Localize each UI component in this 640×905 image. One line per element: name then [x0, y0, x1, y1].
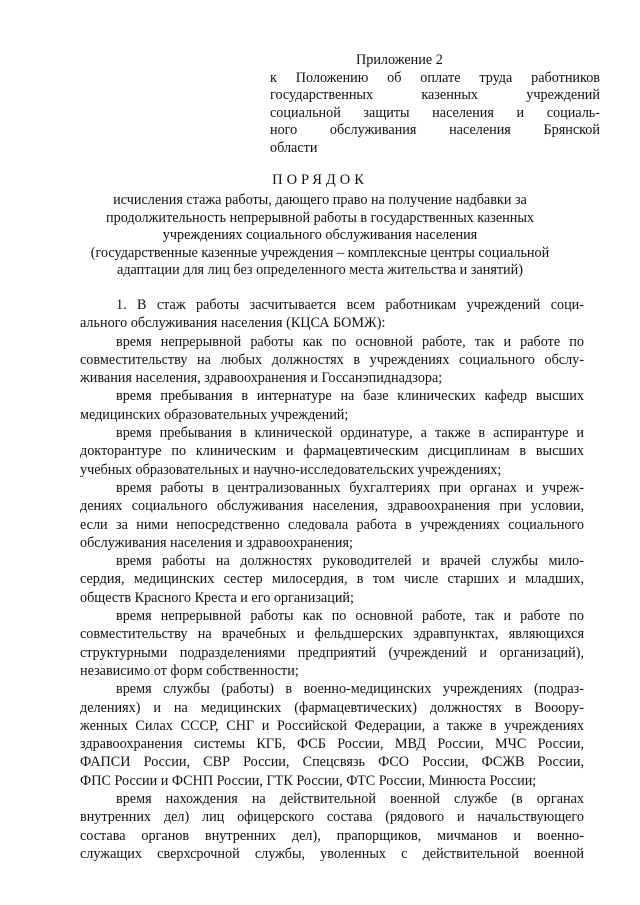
paragraph-line: обществ Красного Креста и его организаций;	[80, 589, 354, 606]
body-paragraph	[80, 607, 584, 680]
body-paragraph	[80, 424, 584, 479]
appendix-line: государственных казенных учреждений	[270, 87, 600, 104]
document-title: ПОРЯДОК	[272, 172, 368, 188]
body-paragraph	[80, 552, 584, 607]
appendix-heading: Приложение 2	[356, 52, 443, 68]
paragraph-line: если за ними непосредственно следовала работа в учреждениях социального	[80, 516, 584, 533]
subtitle-line: адаптации для лиц без определенного места жительства и занятий)	[117, 262, 523, 279]
subtitle-line: исчисления стажа работы, дающего право на получение надбавки за	[113, 192, 527, 208]
subtitle-line: (государственные казенные учреждения – комплексные центры социальной	[90, 244, 550, 261]
paragraph-line: служащих сверхсрочной службы, уволенных с действительной военной	[80, 845, 584, 862]
appendix-line: социальной защиты населения и социаль-	[270, 104, 600, 121]
paragraph-line: ФАПСИ России, СВР России, Спецсвязь ФСО России, ФСЖВ России,	[80, 754, 584, 771]
body-paragraph	[80, 479, 584, 552]
paragraph-line: здравоохранения системы КГБ, ФСБ России, МВД России, МЧС России,	[80, 736, 584, 753]
appendix-line: области	[270, 139, 318, 156]
paragraph-line: докторантуре по клиническим и фармацевтическим дисциплинам в высших	[80, 443, 584, 460]
paragraph-line: женных Силах СССР, СНГ и Российской Федерации, а также в учреждениях	[80, 717, 584, 734]
paragraph-line: совместительству на любых должностях в учреждениях социального обслу-	[80, 351, 584, 368]
paragraph-line: время непрерывной работы как по основной работе, так и работе по	[116, 333, 584, 350]
paragraph-line: медицинских образовательных учреждений;	[80, 406, 349, 423]
body-paragraph	[80, 387, 584, 424]
paragraph-line: время пребывания в клинической ординатуре, а также в аспирантуре и	[116, 425, 584, 442]
appendix-line: ного обслуживания населения Брянской	[270, 122, 600, 139]
document-body	[80, 296, 584, 863]
body-paragraph	[80, 790, 584, 863]
paragraph-line: время пребывания в интернатуре на базе клинических кафедр высших	[116, 388, 584, 405]
subtitle-line: продолжительность непрерывной работы в государственных казенных	[106, 209, 534, 226]
paragraph-line: ального обслуживания населения (КЦСА БОМЖ):	[80, 315, 386, 332]
paragraph-line: дениях социального обслуживания населения, здравоохранения при условии,	[80, 498, 584, 515]
document-subtitle	[60, 192, 580, 280]
paragraph-line: состава органов внутренних дел), прапорщиков, мичманов и военно-	[80, 827, 584, 844]
paragraph-line: обслуживания населения и здравоохранения;	[80, 534, 353, 551]
subtitle-line: учреждениях социального обслуживания населения	[162, 227, 478, 244]
paragraph-line: совместительству на врачебных и фельдшерских здравпунктах, являющихся	[80, 626, 584, 643]
appendix-line: к Положению об оплате труда работников	[270, 69, 600, 86]
paragraph-line: 1. В стаж работы засчитывается всем работникам учреждений соци-	[116, 297, 584, 313]
paragraph-line: независимо от форм собственности;	[80, 662, 299, 679]
paragraph-line: время нахождения на действительной военной службе (в органах	[116, 791, 584, 808]
paragraph-line: структурными подразделениями предприятий (учреждений и организаций),	[80, 644, 584, 661]
body-paragraph	[80, 680, 584, 790]
appendix-block	[270, 52, 600, 158]
paragraph-line: ФПС России и ФСНП России, ГТК России, ФТС России, Минюста России;	[80, 772, 537, 789]
paragraph-line: время работы в централизованных бухгалтериях при органах и учреж-	[116, 479, 584, 496]
paragraph-line: делениях) и на медицинских (фармацевтических) должностях в Вооору-	[80, 699, 584, 716]
paragraph-line: сердия, медицинских сестер милосердия, в том числе старших и младших,	[80, 571, 584, 588]
paragraph-line: живания населения, здравоохранения и Госсанэпиднадзора;	[80, 370, 443, 387]
paragraph-line: время службы (работы) в военно-медицинских учреждениях (подраз-	[116, 681, 584, 698]
paragraph-line: учебных образовательных и научно-исследовательских учреждениях;	[80, 461, 502, 478]
body-paragraph	[80, 296, 584, 333]
paragraph-line: время непрерывной работы как по основной работе, так и работе по	[116, 608, 584, 625]
paragraph-line: внутренних дел) лиц офицерского состава (рядового и начальствующего	[80, 809, 584, 826]
paragraph-line: время работы на должностях руководителей и врачей службы мило-	[116, 553, 584, 570]
body-paragraph	[80, 333, 584, 388]
